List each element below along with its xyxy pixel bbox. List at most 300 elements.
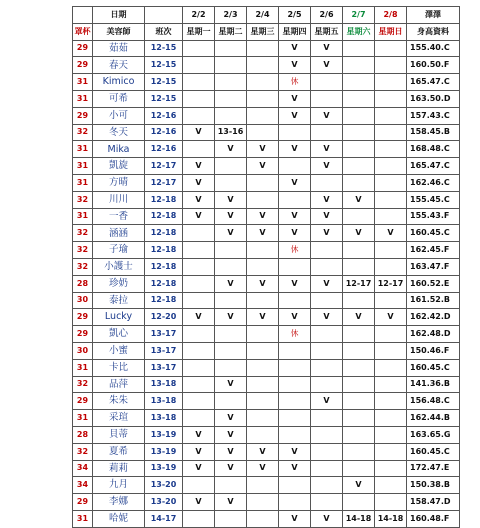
day-cell	[375, 90, 407, 107]
cup-size-cell: 29	[73, 494, 93, 511]
day-cell	[183, 292, 215, 309]
cup-size-cell: 29	[73, 326, 93, 343]
day-cell	[247, 174, 279, 191]
day-cell: V	[215, 410, 247, 427]
day-cell	[183, 342, 215, 359]
day-cell: V	[215, 460, 247, 477]
teacher-name-cell: 貝蒂	[93, 426, 145, 443]
day-cell	[215, 510, 247, 527]
date-cell: 2/6	[311, 7, 343, 24]
day-cell	[311, 477, 343, 494]
day-cell	[279, 426, 311, 443]
teacher-name-cell: 涵涵	[93, 225, 145, 242]
shift-cell: 12-18	[145, 225, 183, 242]
cup-size-cell: 32	[73, 124, 93, 141]
day-cell: V	[183, 208, 215, 225]
day-cell	[247, 57, 279, 74]
cup-size-cell: 31	[73, 208, 93, 225]
day-cell	[183, 376, 215, 393]
day-cell	[279, 258, 311, 275]
day-cell	[279, 292, 311, 309]
table-row	[73, 477, 460, 494]
teacher-name-cell: 李娜	[93, 494, 145, 511]
day-cell: V	[183, 191, 215, 208]
day-cell	[183, 242, 215, 259]
weekday-cell: 星期三	[247, 23, 279, 40]
day-cell	[183, 141, 215, 158]
day-cell	[343, 359, 375, 376]
day-cell: V	[279, 141, 311, 158]
day-cell	[343, 74, 375, 91]
teacher-name-cell: 茹茹	[93, 40, 145, 57]
spec-cell: 162.42.D	[407, 309, 460, 326]
teacher-label: 美容師	[93, 23, 145, 40]
spec-cell: 158.45.B	[407, 124, 460, 141]
day-cell: V	[215, 141, 247, 158]
teacher-name-cell: Kimico	[93, 74, 145, 91]
teacher-name-cell: 川川	[93, 191, 145, 208]
table-row	[73, 460, 460, 477]
day-cell	[343, 460, 375, 477]
day-cell	[311, 359, 343, 376]
day-cell: V	[343, 477, 375, 494]
day-cell	[343, 258, 375, 275]
day-cell: V	[215, 309, 247, 326]
day-cell	[279, 494, 311, 511]
day-cell	[215, 40, 247, 57]
spec-cell: 141.36.B	[407, 376, 460, 393]
day-cell: V	[311, 275, 343, 292]
day-cell	[183, 410, 215, 427]
day-cell	[311, 124, 343, 141]
date-cell: 2/4	[247, 7, 279, 24]
table-row	[73, 426, 460, 443]
day-cell: V	[279, 40, 311, 57]
table-row	[73, 510, 460, 527]
weekday-cell-saturday: 星期六	[343, 23, 375, 40]
day-cell	[247, 326, 279, 343]
day-cell	[215, 258, 247, 275]
cup-size-cell: 34	[73, 477, 93, 494]
day-cell	[375, 376, 407, 393]
day-cell: V	[311, 225, 343, 242]
cup-size-cell: 31	[73, 90, 93, 107]
day-cell	[215, 393, 247, 410]
day-cell	[375, 443, 407, 460]
day-cell	[375, 460, 407, 477]
spec-cell: 168.48.C	[407, 141, 460, 158]
day-cell	[247, 74, 279, 91]
date-cell: 2/3	[215, 7, 247, 24]
day-cell	[343, 342, 375, 359]
day-cell	[215, 326, 247, 343]
day-cell	[343, 57, 375, 74]
day-cell	[343, 90, 375, 107]
shift-cell: 12-18	[145, 275, 183, 292]
spec-cell: 161.52.B	[407, 292, 460, 309]
day-cell	[375, 107, 407, 124]
cup-size-cell: 32	[73, 258, 93, 275]
day-cell	[247, 342, 279, 359]
weekday-cell-sunday: 星期日	[375, 23, 407, 40]
blank-corner	[73, 7, 93, 24]
weekday-cell: 星期五	[311, 23, 343, 40]
table-row	[73, 40, 460, 57]
day-cell	[215, 292, 247, 309]
cup-size-cell: 30	[73, 342, 93, 359]
day-cell: V	[279, 225, 311, 242]
day-cell	[311, 342, 343, 359]
day-cell	[311, 174, 343, 191]
day-cell	[375, 191, 407, 208]
spec-cell: 160.45.C	[407, 225, 460, 242]
day-cell	[215, 174, 247, 191]
date-cell: 2/5	[279, 7, 311, 24]
day-cell	[311, 426, 343, 443]
day-cell: V	[247, 309, 279, 326]
day-cell	[279, 191, 311, 208]
shift-cell: 12-17	[145, 158, 183, 175]
day-cell	[343, 40, 375, 57]
teacher-name-cell: 小蜜	[93, 342, 145, 359]
day-cell	[375, 359, 407, 376]
spec-cell: 165.47.C	[407, 158, 460, 175]
weekday-cell: 星期二	[215, 23, 247, 40]
cup-size-cell: 31	[73, 141, 93, 158]
teacher-name-cell: 卡比	[93, 359, 145, 376]
day-cell	[279, 342, 311, 359]
day-cell: V	[343, 309, 375, 326]
day-cell	[343, 124, 375, 141]
teacher-name-cell: 品萍	[93, 376, 145, 393]
table-row	[73, 410, 460, 427]
shift-cell: 13-18	[145, 410, 183, 427]
spec-cell: 155.43.F	[407, 208, 460, 225]
day-cell	[247, 107, 279, 124]
shift-cell: 13-19	[145, 443, 183, 460]
cup-size-cell: 32	[73, 191, 93, 208]
day-cell	[279, 124, 311, 141]
day-cell: 14-18	[375, 510, 407, 527]
day-cell	[375, 410, 407, 427]
day-cell	[343, 242, 375, 259]
date-cell-saturday: 2/7	[343, 7, 375, 24]
notes-label: 澤澤	[407, 7, 460, 24]
day-cell	[375, 426, 407, 443]
shift-cell: 13-17	[145, 359, 183, 376]
day-cell	[375, 242, 407, 259]
table-row	[73, 107, 460, 124]
day-cell	[183, 510, 215, 527]
cup-size-cell: 31	[73, 158, 93, 175]
teacher-name-cell: 春天	[93, 57, 145, 74]
cup-size-cell: 29	[73, 40, 93, 57]
blank-cell	[145, 7, 183, 24]
day-cell	[279, 158, 311, 175]
day-cell	[247, 292, 279, 309]
cup-size-cell: 29	[73, 107, 93, 124]
table-row	[73, 292, 460, 309]
spec-cell: 160.45.C	[407, 359, 460, 376]
day-cell	[311, 494, 343, 511]
teacher-name-cell: 凱心	[93, 326, 145, 343]
day-cell: V	[279, 275, 311, 292]
day-cell: 休	[279, 242, 311, 259]
teacher-name-cell: Mika	[93, 141, 145, 158]
weekday-cell: 星期一	[183, 23, 215, 40]
teacher-name-cell: 可希	[93, 90, 145, 107]
day-cell: V	[183, 158, 215, 175]
shift-cell: 12-18	[145, 292, 183, 309]
day-cell: V	[311, 191, 343, 208]
day-cell	[375, 40, 407, 57]
day-cell	[279, 477, 311, 494]
day-cell: V	[279, 174, 311, 191]
day-cell	[375, 393, 407, 410]
day-cell	[183, 74, 215, 91]
day-cell: V	[343, 225, 375, 242]
day-cell	[311, 258, 343, 275]
day-cell	[375, 477, 407, 494]
day-cell: V	[279, 90, 311, 107]
spec-cell: 160.52.E	[407, 275, 460, 292]
shift-cell: 13-17	[145, 342, 183, 359]
day-cell	[247, 124, 279, 141]
shift-cell: 12-15	[145, 90, 183, 107]
day-cell: V	[311, 393, 343, 410]
day-cell: V	[247, 208, 279, 225]
day-cell: V	[247, 141, 279, 158]
table-row	[73, 57, 460, 74]
spec-cell: 162.46.C	[407, 174, 460, 191]
day-cell: 14-18	[343, 510, 375, 527]
day-cell	[375, 124, 407, 141]
table-row	[73, 191, 460, 208]
spec-cell: 150.38.B	[407, 477, 460, 494]
cup-size-cell: 28	[73, 275, 93, 292]
day-cell: 13-16	[215, 124, 247, 141]
day-cell	[247, 242, 279, 259]
table-row	[73, 326, 460, 343]
shift-cell: 12-20	[145, 309, 183, 326]
day-cell	[375, 174, 407, 191]
spec-cell: 163.65.G	[407, 426, 460, 443]
day-cell: V	[343, 191, 375, 208]
table-row	[73, 74, 460, 91]
date-label: 日期	[93, 7, 145, 24]
cup-size-cell: 31	[73, 74, 93, 91]
day-cell	[375, 494, 407, 511]
day-cell	[343, 494, 375, 511]
day-cell: V	[311, 510, 343, 527]
day-cell	[375, 141, 407, 158]
day-cell	[247, 90, 279, 107]
day-cell: V	[215, 208, 247, 225]
day-cell	[343, 410, 375, 427]
day-cell	[343, 326, 375, 343]
spec-cell: 160.48.F	[407, 510, 460, 527]
teacher-name-cell: 夏希	[93, 443, 145, 460]
day-cell	[375, 342, 407, 359]
shift-cell: 13-17	[145, 326, 183, 343]
date-header-row	[73, 7, 460, 24]
teacher-name-cell: 泰拉	[93, 292, 145, 309]
shift-cell: 13-19	[145, 460, 183, 477]
day-cell	[375, 258, 407, 275]
table-row	[73, 158, 460, 175]
day-cell	[279, 410, 311, 427]
day-cell: V	[279, 460, 311, 477]
cup-size-cell: 31	[73, 510, 93, 527]
teacher-name-cell: 珍奶	[93, 275, 145, 292]
day-cell	[215, 57, 247, 74]
day-cell: V	[215, 376, 247, 393]
day-cell	[183, 90, 215, 107]
spec-cell: 160.50.F	[407, 57, 460, 74]
day-cell: 休	[279, 74, 311, 91]
teacher-name-cell: 方晴	[93, 174, 145, 191]
day-cell: V	[183, 124, 215, 141]
day-cell	[311, 376, 343, 393]
day-cell: V	[279, 208, 311, 225]
spec-cell: 155.40.C	[407, 40, 460, 57]
day-cell: V	[279, 510, 311, 527]
table-row	[73, 376, 460, 393]
day-cell	[183, 225, 215, 242]
spec-cell: 162.45.F	[407, 242, 460, 259]
day-cell	[279, 376, 311, 393]
teacher-name-cell: 九月	[93, 477, 145, 494]
date-cell: 2/2	[183, 7, 215, 24]
day-cell	[343, 393, 375, 410]
day-cell	[183, 359, 215, 376]
table-row	[73, 208, 460, 225]
cup-size-cell: 32	[73, 225, 93, 242]
day-cell	[183, 275, 215, 292]
shift-cell: 12-15	[145, 40, 183, 57]
schedule-sheet	[72, 6, 460, 528]
day-cell	[247, 494, 279, 511]
table-row	[73, 393, 460, 410]
teacher-name-cell: 朱朱	[93, 393, 145, 410]
schedule-table	[72, 6, 460, 528]
day-cell	[247, 376, 279, 393]
table-row	[73, 124, 460, 141]
spec-cell: 162.44.B	[407, 410, 460, 427]
table-row	[73, 174, 460, 191]
day-cell	[247, 191, 279, 208]
shift-cell: 12-16	[145, 141, 183, 158]
day-cell: V	[375, 225, 407, 242]
day-cell: V	[183, 494, 215, 511]
shift-cell: 13-20	[145, 494, 183, 511]
day-cell	[247, 410, 279, 427]
schedule-rows	[73, 40, 460, 527]
day-cell	[215, 359, 247, 376]
day-cell	[279, 359, 311, 376]
table-row	[73, 443, 460, 460]
day-cell: V	[247, 275, 279, 292]
shift-cell: 12-18	[145, 208, 183, 225]
day-cell	[183, 57, 215, 74]
day-cell: V	[279, 57, 311, 74]
day-cell	[343, 426, 375, 443]
day-cell	[183, 393, 215, 410]
day-cell	[311, 410, 343, 427]
day-cell	[247, 40, 279, 57]
cup-size-cell: 32	[73, 242, 93, 259]
teacher-name-cell: 哈妮	[93, 510, 145, 527]
cup-size-cell: 29	[73, 57, 93, 74]
teacher-name-cell: 小護士	[93, 258, 145, 275]
day-cell: V	[183, 426, 215, 443]
day-cell: V	[375, 309, 407, 326]
day-cell: V	[215, 443, 247, 460]
day-cell: V	[247, 225, 279, 242]
spec-cell: 157.43.C	[407, 107, 460, 124]
table-row	[73, 141, 460, 158]
day-cell	[215, 242, 247, 259]
day-cell	[375, 158, 407, 175]
cup-label: 罩杯	[73, 23, 93, 40]
day-cell	[311, 74, 343, 91]
day-cell	[343, 158, 375, 175]
day-cell: V	[183, 309, 215, 326]
cup-size-cell: 31	[73, 174, 93, 191]
day-cell	[247, 258, 279, 275]
day-cell: V	[247, 158, 279, 175]
day-cell: V	[215, 191, 247, 208]
day-cell	[343, 107, 375, 124]
cup-size-cell: 34	[73, 460, 93, 477]
table-row	[73, 225, 460, 242]
cup-size-cell: 31	[73, 410, 93, 427]
spec-cell: 172.47.E	[407, 460, 460, 477]
table-row	[73, 494, 460, 511]
day-cell	[247, 477, 279, 494]
day-cell	[183, 258, 215, 275]
day-cell: 12-17	[375, 275, 407, 292]
cup-size-cell: 29	[73, 393, 93, 410]
day-cell	[343, 141, 375, 158]
day-cell	[215, 74, 247, 91]
day-cell	[375, 292, 407, 309]
day-cell	[311, 242, 343, 259]
day-cell: 12-17	[343, 275, 375, 292]
day-cell	[311, 90, 343, 107]
shift-cell: 13-20	[145, 477, 183, 494]
weekday-header-row	[73, 23, 460, 40]
cup-size-cell: 32	[73, 443, 93, 460]
day-cell	[215, 342, 247, 359]
cup-size-cell: 31	[73, 359, 93, 376]
shift-cell: 12-16	[145, 107, 183, 124]
day-cell: V	[183, 460, 215, 477]
shift-label: 班次	[145, 23, 183, 40]
day-cell: 休	[279, 326, 311, 343]
day-cell	[215, 158, 247, 175]
spec-label: 身高資料	[407, 23, 460, 40]
teacher-name-cell: 莉莉	[93, 460, 145, 477]
day-cell: V	[311, 40, 343, 57]
shift-cell: 14-17	[145, 510, 183, 527]
shift-cell: 12-18	[145, 242, 183, 259]
spec-cell: 155.45.C	[407, 191, 460, 208]
shift-cell: 13-19	[145, 426, 183, 443]
day-cell: V	[215, 275, 247, 292]
table-row	[73, 275, 460, 292]
day-cell	[247, 393, 279, 410]
